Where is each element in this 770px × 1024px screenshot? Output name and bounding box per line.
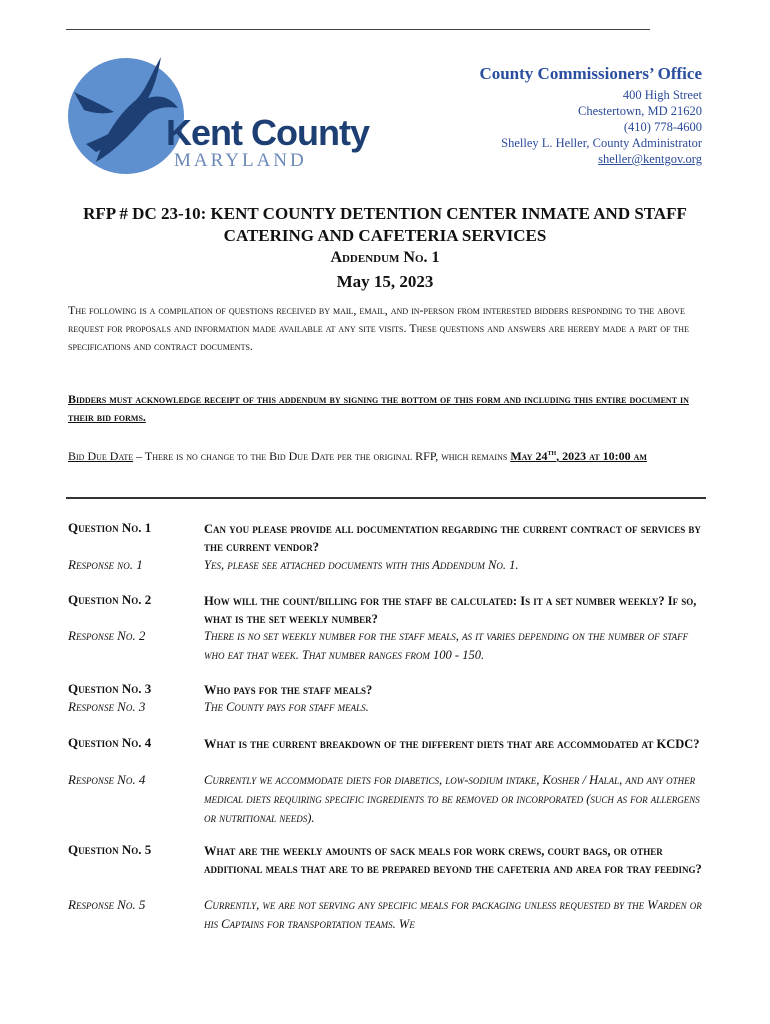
document-date: May 15, 2023 <box>336 272 434 291</box>
question-text: How will the count/billing for the staff be calculated: Is it a set number weekly? If so, what is the set weekly number? <box>204 594 697 626</box>
response-label: Response no. 1 <box>68 557 143 572</box>
question-text: Can you please provide all documentation regarding the current contract of services by the current vendor? <box>204 522 701 554</box>
top-rule <box>66 29 650 30</box>
office-contact-block <box>479 66 702 167</box>
question-text: Who pays for the staff meals? <box>204 683 373 697</box>
logo-subtitle: MARYLAND <box>174 150 307 171</box>
section-divider <box>66 497 706 499</box>
addendum-label: Addendum No. 1 <box>330 249 440 266</box>
intro-paragraph: The following is a compilation of questions received by mail, email, and in-person from interested bidders responding to the above request for proposals and information made available at any site visits. These questions and answers are hereby made a part of the specifications and contract documents. <box>68 303 689 353</box>
response-text: Currently, we are not serving any specific meals for packaging unless requested by the Warden or his Captains for transportation teams. We <box>204 898 702 931</box>
response-text: There is no set weekly number for the staff meals, as it varies depending on the number of staff who eat that week. That number ranges from 100 - 150. <box>204 629 689 662</box>
bid-due-date-value: May 24th, 2023 at 10:00 am <box>510 448 647 463</box>
question-label: Question No. 3 <box>68 681 152 696</box>
question-label: Question No. 2 <box>68 592 152 607</box>
response-label: Response No. 4 <box>68 772 146 787</box>
office-title: County Commissioners’ Office <box>479 64 702 83</box>
response-label: Response No. 5 <box>68 897 146 912</box>
response-text: Yes, please see attached documents with this Addendum No. 1. <box>204 558 519 572</box>
logo-title: Kent County <box>166 112 369 153</box>
bid-due-date <box>68 444 708 465</box>
administrator: Shelley L. Heller, County Administrator <box>501 136 702 150</box>
title-line-1: RFP # DC 23-10: KENT COUNTY DETENTION CENTER INMATE AND STAFF <box>83 204 687 223</box>
response-label: Response No. 3 <box>68 699 146 714</box>
acknowledge-notice: Bidders must acknowledge receipt of this addendum by signing the bottom of this form and including this entire document in their bid forms. <box>68 392 689 424</box>
phone-number: (410) 778-4600 <box>623 120 702 134</box>
address-line-2: Chestertown, MD 21620 <box>578 104 702 118</box>
response-text: The County pays for staff meals. <box>204 700 369 714</box>
title-line-2: CATERING AND CAFETERIA SERVICES <box>223 226 547 245</box>
question-label: Question No. 4 <box>68 735 152 750</box>
address-line-1: 400 High Street <box>622 88 702 102</box>
bid-due-text: – There is no change to the Bid Due Date per the original RFP, which remains <box>133 449 511 463</box>
question-text: What are the weekly amounts of sack meals for work crews, court bags, or other additional meals that are to be prepared beyond the cafeteria and area for tray feeding? <box>204 844 702 876</box>
kent-county-logo <box>66 52 369 180</box>
bid-due-label: Bid Due Date <box>68 449 134 463</box>
question-text: What is the current breakdown of the different diets that are accommodated at KCDC? <box>204 737 700 751</box>
document-title <box>40 203 730 293</box>
question-label: Question No. 1 <box>68 520 152 535</box>
question-label: Question No. 5 <box>68 842 152 857</box>
response-text: Currently we accommodate diets for diabetics, low-sodium intake, Kosher / Halal, and any other medical diets requiring specific ingredients to be removed or incorporated (such as for allergens or nutritional needs). <box>204 773 700 825</box>
response-label: Response No. 2 <box>68 628 146 643</box>
email-link[interactable]: sheller@kentgov.org <box>598 152 702 166</box>
